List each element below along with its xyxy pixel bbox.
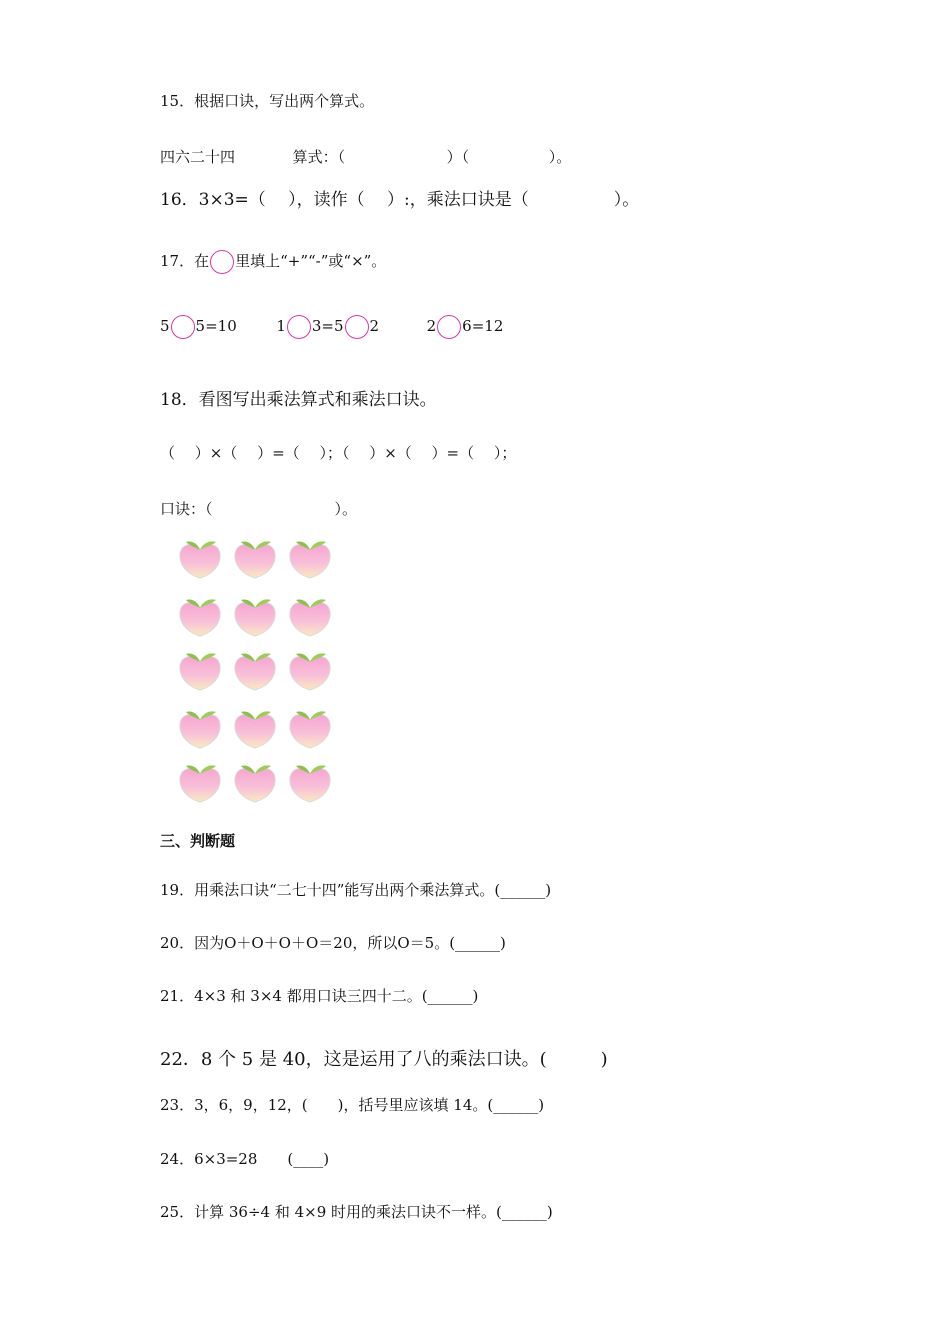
- peach-icon: [176, 592, 224, 640]
- q24-text: 24．6×3=28 (____): [160, 1150, 330, 1168]
- q18-formula: （ ）×（ ）=（ ）；（ ）×（ ）=（ ）；: [160, 444, 517, 462]
- q22-text: 22．8 个 5 是 40，这是运用了八的乘法口诀。( ): [160, 1049, 608, 1070]
- answer-circle-icon: [210, 250, 234, 274]
- q17-title-post: 里填上“+”“-”或“×”。: [235, 252, 387, 270]
- section-3-title: 三、判断题: [160, 832, 236, 850]
- q23-text: 23．3，6，9，12，( )，括号里应该填 14。(______): [160, 1096, 545, 1114]
- q15-mid: ）（: [446, 148, 470, 166]
- q17-e2-b: 3=5: [311, 317, 344, 335]
- peach-icon: [176, 534, 224, 582]
- peach-icon: [286, 758, 334, 806]
- q17-expressions: [160, 315, 503, 339]
- peach-icon: [176, 704, 224, 752]
- peach-icon: [231, 534, 279, 582]
- q17-e2-circle-1[interactable]: [287, 315, 311, 339]
- peach-icon: [231, 646, 279, 694]
- peach-icon: [231, 758, 279, 806]
- peach-icon: [176, 646, 224, 694]
- q16-text: 16．3×3=（ ），读作（ ）:，乘法口诀是（ ）。: [160, 190, 640, 210]
- q17-e1-b: 5=10: [195, 317, 237, 335]
- peach-icon: [286, 704, 334, 752]
- peach-icon: [286, 534, 334, 582]
- peach-icon: [231, 704, 279, 752]
- q20-text: 20．因为O＋O＋O＋O＝20，所以O＝5。(______): [160, 934, 506, 952]
- q18-rhyme-end: ）。: [334, 500, 358, 518]
- q17-e1-circle[interactable]: [171, 315, 195, 339]
- q17-e2-a: 1: [276, 317, 286, 335]
- q17-title: [160, 250, 386, 274]
- q17-e3-circle[interactable]: [437, 315, 461, 339]
- peach-icon: [286, 646, 334, 694]
- peach-icon: [286, 592, 334, 640]
- q19-text: 19．用乘法口诀“二七十四”能写出两个乘法算式。(______): [160, 881, 552, 899]
- q18-title: 18．看图写出乘法算式和乘法口诀。: [160, 390, 437, 410]
- q15-rhyme: 四六二十四: [160, 148, 236, 166]
- q15-row: [160, 146, 571, 167]
- q17-e2-circle-2[interactable]: [345, 315, 369, 339]
- q17-e2-c: 2: [369, 317, 380, 335]
- q15-end: ）。: [548, 148, 572, 166]
- peach-picture: [176, 534, 346, 809]
- q15-title: 15．根据口诀，写出两个算式。: [160, 92, 375, 110]
- peach-icon: [176, 758, 224, 806]
- q21-text: 21．4×3 和 3×4 都用口诀三四十二。(______): [160, 987, 479, 1005]
- q17-e3-a: 2: [426, 317, 437, 335]
- q17-title-pre: 17．在: [160, 252, 210, 270]
- peach-icon: [231, 592, 279, 640]
- q17-e1-a: 5: [160, 317, 170, 335]
- q25-text: 25．计算 36÷4 和 4×9 时用的乘法口诀不一样。(______): [160, 1203, 553, 1221]
- q17-e3-b: 6=12: [462, 317, 504, 335]
- q18-rhyme-row: [160, 498, 357, 519]
- q15-formula-label: 算式：（: [292, 148, 346, 166]
- q18-rhyme-label: 口诀：（: [160, 500, 213, 518]
